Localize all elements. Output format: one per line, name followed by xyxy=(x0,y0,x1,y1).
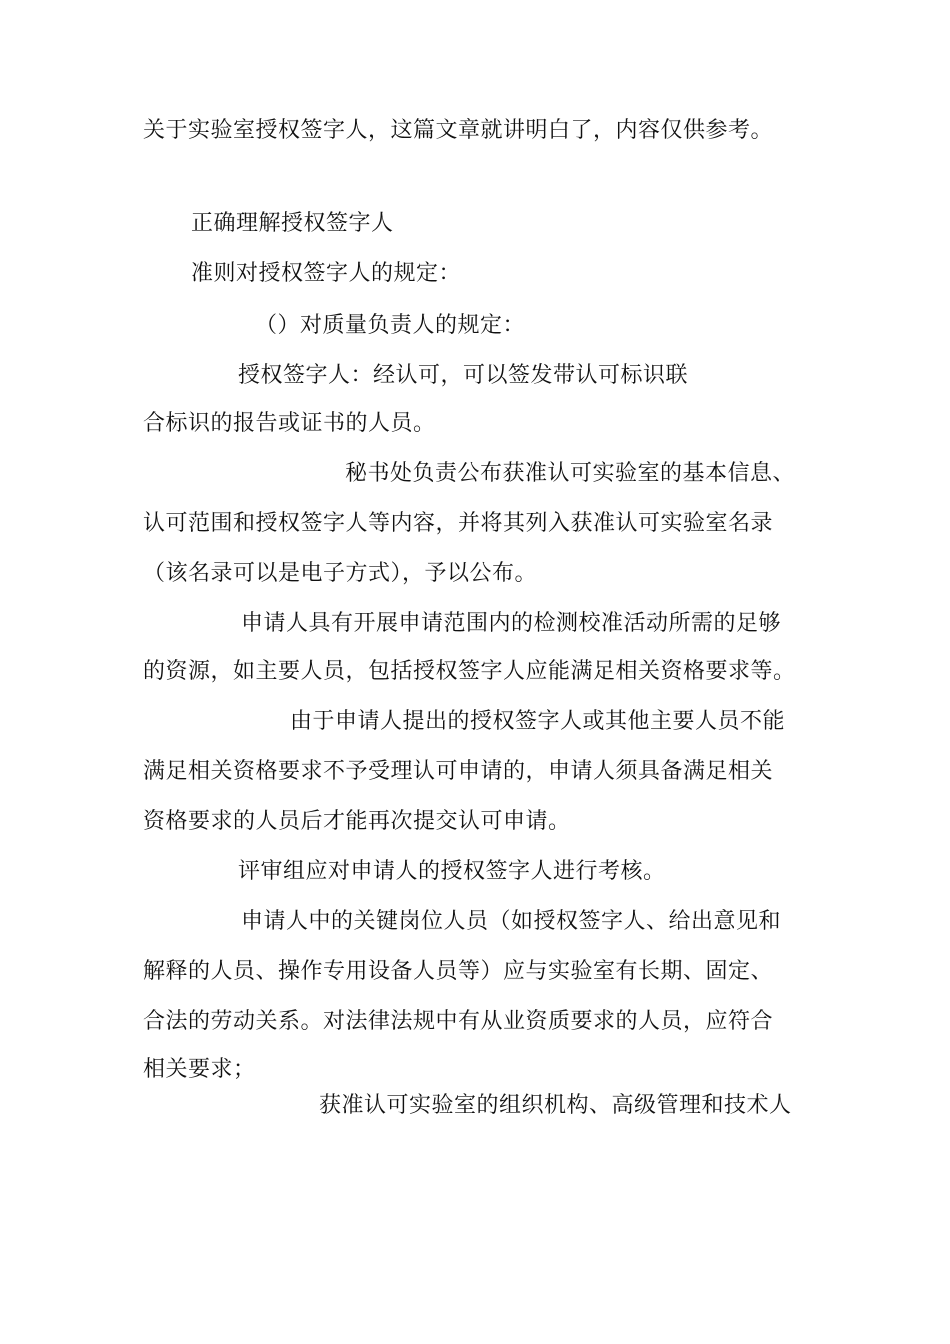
text-line: 准则对授权签字人的规定： xyxy=(191,261,462,286)
text-line: 合标识的报告或证书的人员。 xyxy=(143,411,436,436)
intro-line: 关于实验室授权签字人，这篇文章就讲明白了，内容仅供参考。 xyxy=(143,118,774,143)
text-line: 解释的人员、操作专用设备人员等）应与实验室有长期、固定、 xyxy=(143,959,774,984)
text-line: （该名录可以是电子方式），予以公布。 xyxy=(143,561,538,586)
text-line: 申请人中的关键岗位人员（如授权签字人、给出意见和 xyxy=(241,909,782,934)
text-line: 的资源，如主要人员，包括授权签字人应能满足相关资格要求等。 xyxy=(143,659,796,684)
text-line: 授权签字人：经认可，可以签发带认可标识联 xyxy=(238,363,689,388)
text-line: 资格要求的人员后才能再次提交认可申请。 xyxy=(143,809,571,834)
text-line: 由于申请人提出的授权签字人或其他主要人员不能 xyxy=(290,709,786,734)
text-line: 获准认可实验室的组织机构、高级管理和技术人 xyxy=(319,1093,792,1118)
text-line: 满足相关资格要求不予受理认可申请的，申请人须具备满足相关 xyxy=(143,759,774,784)
text-line: 合法的劳动关系。对法律法规中有从业资质要求的人员，应符合 xyxy=(143,1009,774,1034)
text-line: 申请人具有开展申请范围内的检测校准活动所需的足够 xyxy=(241,611,782,636)
text-line: 相关要求； xyxy=(143,1057,256,1082)
text-line: 评审组应对申请人的授权签字人进行考核。 xyxy=(238,859,666,884)
text-line: 认可范围和授权签字人等内容，并将其列入获准认可实验室名录 xyxy=(143,511,774,536)
text-line: 秘书处负责公布获准认可实验室的基本信息、 xyxy=(345,461,796,486)
section-heading: 正确理解授权签字人 xyxy=(191,211,394,236)
text-line: （）对质量负责人的规定： xyxy=(255,313,526,338)
